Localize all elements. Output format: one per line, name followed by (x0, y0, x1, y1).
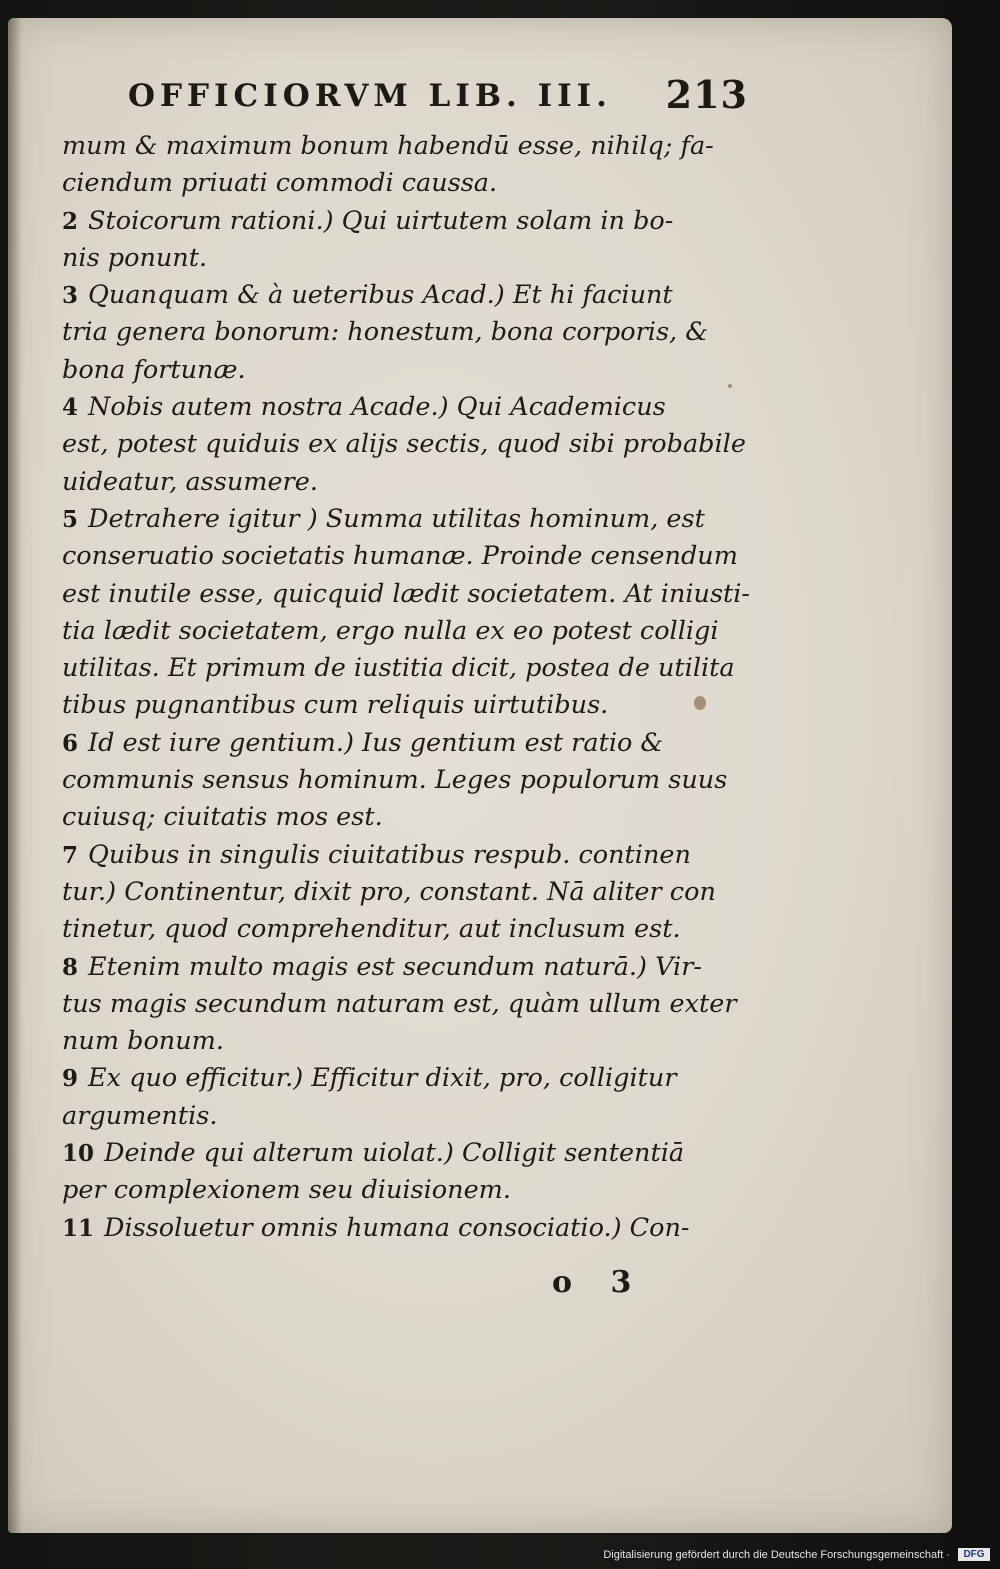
line-text: Dissoluetur omnis humana consociatio.) Con- (104, 1212, 690, 1243)
text-line (62, 1098, 722, 1135)
line-text: uideatur, assumere. (62, 466, 318, 497)
foxing-spot (728, 384, 732, 388)
text-line (62, 165, 722, 202)
note-number: 5 (62, 505, 79, 533)
note-number: 2 (62, 207, 79, 235)
text-line (62, 986, 737, 1023)
note-number: 11 (62, 1214, 95, 1242)
line-text: Id est iure gentium.) Ius gentium est ratio & (88, 727, 664, 758)
line-text: utilitas. Et primum de iustitia dicit, postea de utilita (62, 653, 735, 684)
text-line (62, 911, 722, 948)
digitization-credit: Digitalisierung gefördert durch die Deutsche Forschungsgemeinschaft · (603, 1549, 950, 1561)
text-line (62, 949, 722, 986)
note-number: 4 (62, 394, 79, 422)
text-line (62, 203, 722, 240)
signature-mark: o 3 (552, 1265, 646, 1300)
line-text: tur.) Continentur, dixit pro, constant. Nā aliter con (62, 876, 716, 907)
text-line (62, 314, 722, 351)
text-line (62, 1023, 722, 1060)
line-text: Stoicorum rationi.) Qui uirtutem solam in bo- (88, 205, 674, 236)
line-text: est inutile esse, quicquid lædit societatem. At iniusti- (62, 578, 751, 609)
page-header (128, 72, 748, 126)
line-text: Detrahere igitur ) Summa utilitas hominum, est (88, 503, 705, 534)
text-line (62, 1060, 722, 1097)
note-number: 10 (62, 1140, 95, 1168)
text-line (62, 725, 722, 762)
line-text: Ex quo efficitur.) Efficitur dixit, pro, colligitur (88, 1063, 677, 1094)
text-line (62, 762, 728, 799)
running-head: OFFICIORVM LIB. III. (128, 78, 612, 114)
line-text: tria genera bonorum: honestum, bona corporis, & (62, 317, 708, 348)
text-line (62, 538, 738, 575)
line-text: Etenim multo magis est secundum naturā.) Vir- (88, 951, 702, 982)
text-line (62, 1135, 722, 1172)
text-line (62, 576, 751, 613)
text-line (62, 1210, 722, 1247)
line-text: cuiusq; ciuitatis mos est. (62, 802, 383, 833)
note-number: 9 (62, 1065, 79, 1093)
line-text: per complexionem seu diuisionem. (62, 1175, 511, 1206)
line-text: conseruatio societatis humanæ. Proinde censendum (62, 541, 738, 572)
line-text: bona fortunæ. (62, 354, 246, 385)
note-number: 3 (62, 282, 79, 310)
text-line (62, 874, 722, 911)
text-line (62, 613, 722, 650)
text-line (62, 799, 722, 836)
text-line (62, 687, 722, 724)
line-text: tinetur, quod comprehenditur, aut inclusum est. (62, 914, 681, 945)
text-line (62, 240, 722, 277)
line-text: argumentis. (62, 1100, 218, 1131)
text-line (62, 128, 722, 165)
line-text: ciendum priuati commodi caussa. (62, 168, 498, 199)
page-edge-shadow (8, 18, 22, 1533)
text-line (62, 837, 722, 874)
dfg-logo: DFG (958, 1548, 990, 1561)
commentary-text (62, 128, 751, 1247)
note-number: 8 (62, 953, 79, 981)
line-text: Deinde qui alterum uiolat.) Colligit sententiā (104, 1138, 685, 1169)
line-text: Nobis autem nostra Acade.) Qui Academicus (88, 392, 666, 423)
text-line (62, 1172, 722, 1209)
text-line (62, 352, 722, 389)
line-text: mum & maximum bonum habendū esse, nihilq; fa- (62, 131, 714, 161)
line-text: est, potest quiduis ex alijs sectis, quod sibi probabile (62, 429, 746, 460)
line-text: tibus pugnantibus cum reliquis uirtutibus. (62, 690, 609, 721)
line-text: tus magis secundum naturam est, quàm ullum exter (62, 988, 737, 1019)
line-text: communis sensus hominum. Leges populorum suus (62, 765, 728, 796)
text-line (62, 501, 722, 538)
text-line (62, 277, 722, 314)
text-line (62, 650, 735, 687)
note-number: 7 (62, 841, 79, 869)
line-text: num bonum. (62, 1026, 224, 1057)
line-text: tia lædit societatem, ergo nulla ex eo potest colligi (62, 615, 719, 646)
line-text: nis ponunt. (62, 242, 208, 273)
line-text: Quanquam & à ueteribus Acad.) Et hi faciunt (88, 280, 673, 311)
text-line (62, 464, 722, 501)
text-line (62, 389, 722, 426)
text-line (62, 426, 746, 463)
page-number: 213 (665, 72, 748, 117)
line-text: Quibus in singulis ciuitatibus respub. continen (88, 839, 691, 870)
note-number: 6 (62, 729, 79, 757)
